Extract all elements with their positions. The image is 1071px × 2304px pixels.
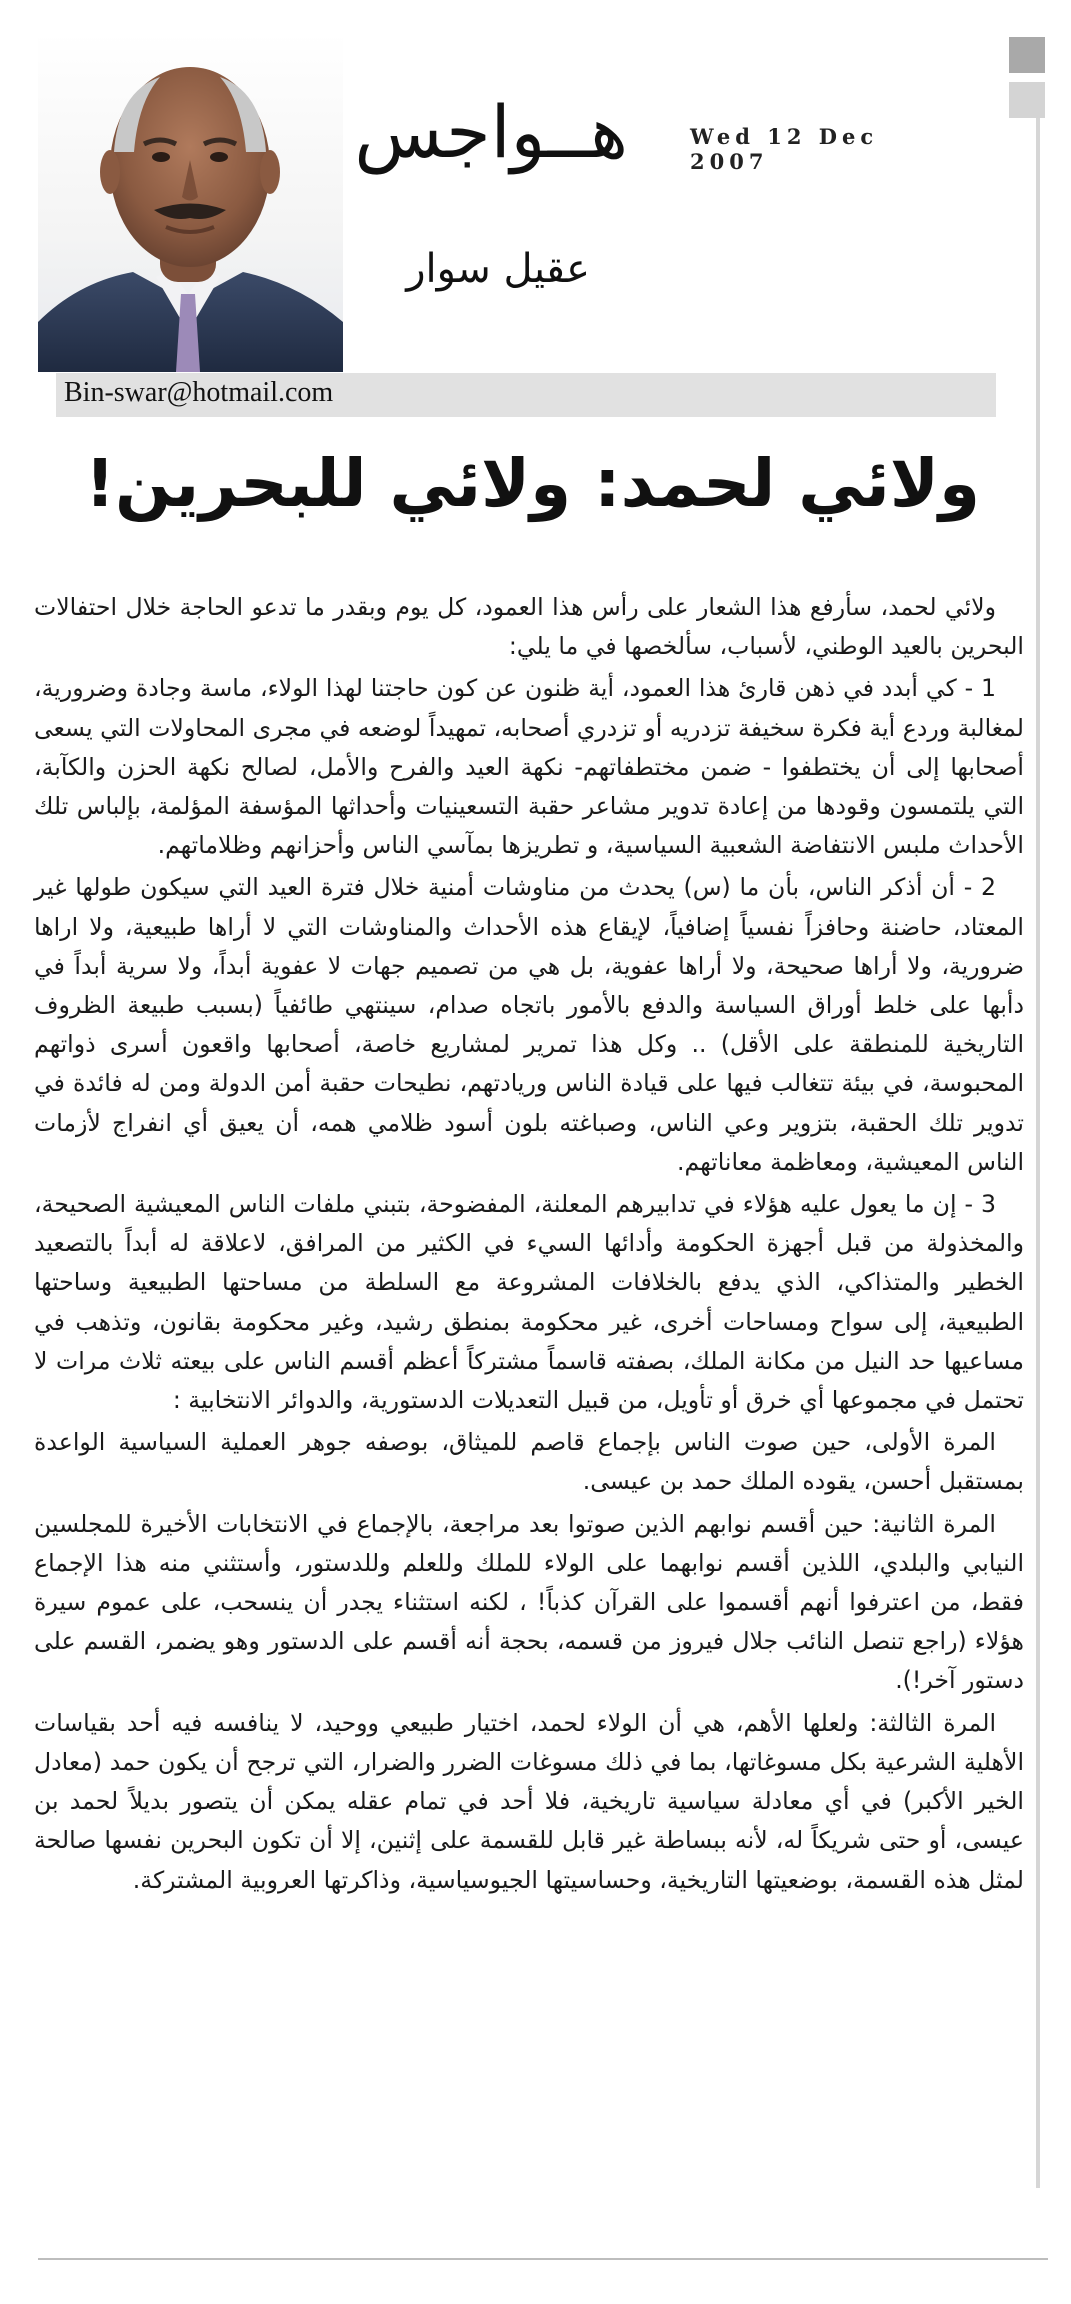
article-paragraph: المرة الثانية: حين أقسم نوابهم الذين صوتوا بعد مراجعة، بالإجماع ﻓﻲ الانتخابات الأخيرة للمجلسين النيابي والبلدي، اللذين أقسم نوابهما على الولاء للملك وللعلم وللدستور، وأستثني منه هذا الإجماع فقط، من اعترفوا أنهم أقسموا على القرآن كذباً! ، لكنه استثناء يجدر أن ينسحب، على عموم سيرة هؤلاء (راجع تنصل النائب جلال فيروز من قسمه، بحجة أنه أقسم على الدستور وهو يضمر، القسم على دستور آخر!).: [34, 1509, 1024, 1695]
corner-block-dark: [1009, 37, 1045, 73]
article-paragraph: 2 - أن أذكر الناس، بأن ما (س) يحدث من مناوشات أمنية خلال فترة العيد التي سيكون طولها غير المعتاد، حاضنة وحافزاً نفسياً إضافياً، لإيقاع هذه الأحداث والمناوشات التي لا أراها طبيعية، ولا اراها ضرورية، ولا أراها صحيحة، ولا أراها عفوية، بل هي من تصميم جهات لا عفوية أبداً، ولا سرية أبداً ﻓﻲ دأبها على خلط أوراق السياسة والدفع بالأمور باتجاه صدام، سينتهي طائفياً (بسبب طبيعة الظروف التاريخية للمنطقة على الأقل) .. وكل هذا تمرير لمشاريع خاصة، أصحابها واقعون أسرى ذواتهم المحبوسة، ﻓﻲ بيئة تتغالب فيها على قيادة الناس وريادتهم، نطيحات حقبة أمن الدولة ومن له فائدة ﻓﻲ تدوير تلك الحقبة، بتزوير وعي الناس، وصباغته بلون أسود ظلامي همه، أن يعيق أي انفراج لأزمات الناس المعيشية، ومعاظمة معاناتهم.: [34, 873, 1024, 1176]
right-vertical-rule: [1036, 118, 1040, 2188]
author-email[interactable]: Bin-swar@hotmail.com: [64, 377, 334, 408]
publication-date: Wed 12 Dec 2007: [690, 124, 879, 174]
article-paragraph: المرة الأولى، حين صوت الناس بإجماع قاصم للميثاق، بوصفه جوهر العملية السياسية الواعدة بمستقبل أحسن، يقوده الملك حمد بن عيسى.: [34, 1428, 1024, 1496]
column-title: هــواجس: [354, 90, 628, 174]
article-paragraph: ولائي لحمد، سأرفع هذا الشعار على رأس هذا العمود، كل يوم وبقدر ما تدعو الحاجة خلال احتفالات البحرين بالعيد الوطني، لأسباب، سألخصها ﻓﻲ ما يلي:: [34, 593, 1024, 661]
article-headline: ولائي لحمد: ولائي للبحرين!: [84, 445, 980, 522]
author-name: عقيل سوار: [406, 246, 590, 292]
corner-block-light: [1009, 82, 1045, 118]
article-body: [34, 588, 1024, 1903]
article-paragraph: 3 - إن ما يعول عليه هؤلاء ﻓﻲ تدابيرهم المعلنة، المفضوحة، بتبني ملفات الناس المعيشية الصحيحة، والمخذولة من قبل أجهزة الحكومة وأدائها السيء ﻓﻲ الكثير من المرافق، لاعلاقة له أبداً بالتصعيد الخطير والمتذاكي، الذي يدفع بالخلافات المشروعة مع السلطة من مساحتها الطبيعية وساحتها الطبيعية، إلى سواح ومساحات أخرى، غير محكومة بمنطق رشيد، وغير محكومة بقانون، وتذهب ﻓﻲ مساعيها حد النيل من مكانة الملك، بصفته قاسماً مشتركاً أعظم أقسم الناس على بيعته ثلاث مرات لا تحتمل ﻓﻲ مجموعها أي خرق أو تأويل، من قبيل التعديلات الدستورية، والدوائر الانتخابية :: [34, 1190, 1024, 1415]
bottom-divider: [38, 2258, 1048, 2260]
email-bar: [56, 373, 996, 417]
author-portrait: [38, 32, 343, 372]
article-paragraph: 1 - كي أبدد ﻓﻲ ذهن قارئ هذا العمود، أية ظنون عن كون حاجتنا لهذا الولاء، ماسة وجادة وضرورية، لمغالبة وردع أية فكرة سخيفة تزدريه أو تزدري أصحابه، تمهيداً لوضعه ﻓﻲ مجرى المحاولات التي يسعى أصحابها إلى أن يختطفوا - ضمن مختطفاتهم- نكهة العيد والفرح والأمل، لصالح نكهة الحزن والكآبة، التي يلتمسون وقودها من إعادة تدوير مشاعر حقبة التسعينيات وأحداثها المؤسفة المؤلمة، بإلباس تلك الأحداث ملبس الانتفاضة الشعبية السياسية، و تطريزها بمآسي الناس وأحزانهم وظلاماتهم.: [34, 674, 1024, 860]
article-paragraph: المرة الثالثة: ولعلها الأهم، هي أن الولاء لحمد، اختيار طبيعي ووحيد، لا ينافسه فيه أحد بقياسات الأهلية الشرعية بكل مسوغاتها، بما ﻓﻲ ذلك مسوغات الضرر والضرار، التي ترجح أن يكون حمد (معادل الخير الأكبر) ﻓﻲ أي معادلة سياسية تاريخية، فلا أحد ﻓﻲ تمام عقله يمكن أن يتصور بديلاً لحمد بن عيسى، أو حتى شريكاً له، لأنه ببساطة غير قابل للقسمة على إثنين، إلا أن تكون البحرين نفسها صالحة لمثل هذه القسمة، بوضعيتها التاريخية، وحساسيتها الجيوسياسية، وذاكرتها العروبية المشتركة.: [34, 1708, 1024, 1894]
